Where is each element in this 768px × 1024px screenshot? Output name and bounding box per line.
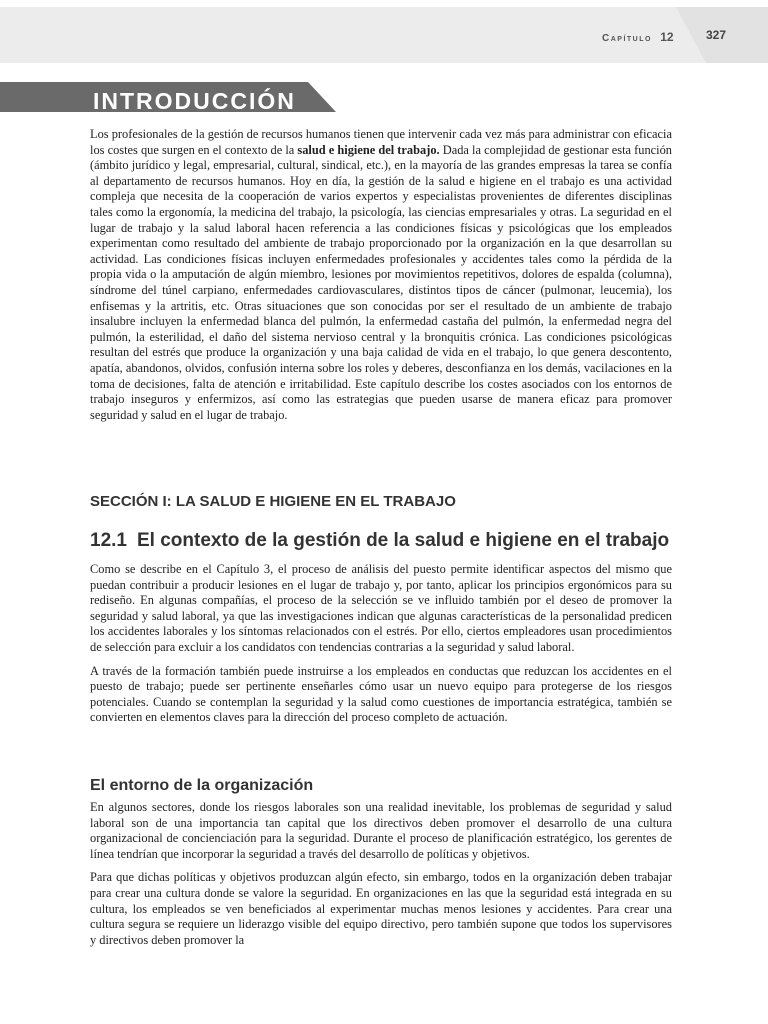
subsection-paragraph-2: A través de la formación también puede instruirse a los empleados en conductas que reduzcan los accidentes en el puesto de trabajo; puede ser pertinente enseñarles cómo usar un nuevo equipo para protegerse de los riesgos potenciales. Cuando se contemplan la seguridad y la salud como cuestiones de importancia estratégica, también se convierten en elementos claves para la dirección del proceso completo de actuación. [90, 663, 672, 725]
intro-p1-end: Dada la complejidad de gestionar esta función (ámbito jurídico y legal, empresarial, cultural, sindical, etc.), en la mayoría de las grandes empresas la tarea se confía al departamento de recursos humanos. Hoy en día, la gestión de la salud e higiene en el trabajo es una actividad compleja que necesita de la cooperación de varios expertos y especialistas provenientes de diferentes disciplinas tales como la ergonomía, la medicina del trabajo, la psicología, las ciencias empresariales y otras. La seguridad en el lugar de trabajo y la salud laboral hacen referencia a las condiciones físicas y psicológicas que los empleados experimentan como resultado del ambiente de trabajo proporcionado por la organización en la que desarrollan su actividad. Las condiciones físicas incluyen enfermedades profesionales y accidentes tales como la pérdida de la propia vida o la amputación de algún miembro, lesiones por movimientos repetitivos, dolores de espalda (columna), síndrome del túnel carpiano, enfermedades cardiovasculares, distintos tipos de cáncer (pulmonar, leucemia), los enfisemas y la artritis, etc. Otras situaciones que son conocidas por ser el resultado de un ambiente de trabajo insalubre incluyen la enfermedad blanca del pulmón, la enfermedad castaña del pulmón, la enfermedad negra del pulmón, la esterilidad, el daño del sistema nervioso central y la bronquitis crónica. Las condiciones psicológicas resultan del estrés que produce la organización y una baja calidad de vida en el trabajo, lo que genera descontento, apatía, abandonos, olvidos, confusión interna sobre los roles y deberes, desconfianza en los demás, vacilaciones en la toma de decisiones, falta de atención e irritabilidad. Este capítulo describe los costes asociados con los entornos de trabajo inseguros y enfermizos, así como las estrategias que pueden usarse de manera eficaz para promover seguridad y salud en el lugar de trabajo. [90, 142, 672, 422]
entorno-title: El entorno de la organización [90, 777, 314, 794]
entorno-paragraph-1: En algunos sectores, donde los riesgos laborales son una realidad inevitable, los problemas de seguridad y salud laboral son de una importancia tan capital que los directivos deben promover el desarrollo de una cultura organizacional de concienciación para la seguridad. Durante el proceso de planificación estratégico, los gerentes de línea tendrían que incorporar la seguridad a través del desarrollo de políticas y objetivos. [90, 800, 672, 861]
subsection-paragraph-1: Como se describe en el Capítulo 3, el proceso de análisis del puesto permite identificar aspectos del mismo que puedan contribuir a producir lesiones en el lugar de trabajo y, por tanto, aplicar los principios ergonómicos para su rediseño. En algunas compañías, el proceso de la selección se ve influido también por el deseo de promover la seguridad y salud laboral, ya que las investigaciones indican que algunas características de la personalidad predicen los accidentes laborales y los síntomas relacionados con el estrés. Por ello, ciertos empleadores usan procedimientos de selección para excluir a los candidatos con tendencias contrarias a la seguridad y salud laboral. [90, 562, 672, 654]
intro-p1-bold: salud e higiene del trabajo. [297, 142, 440, 157]
chapter-label: Capítulo [602, 33, 652, 44]
page-number: 327 [706, 28, 727, 42]
intro-p1-start: Los profesionales de la gestión de recursos humanos tienen que intervenir cada vez más para administrar con eficacia los costes que surgen en el contexto de la [90, 127, 672, 157]
intro-title: INTRODUCCIÓN [93, 88, 296, 114]
running-head [602, 30, 674, 44]
entorno-text [90, 800, 672, 948]
intro-paragraph [90, 127, 672, 423]
section-title: SECCIÓN I: LA SALUD E HIGIENE EN EL TRABAJO [90, 493, 456, 510]
subsection-heading: El contexto de la gestión de la salud e higiene en el trabajo [136, 530, 670, 551]
subsection-text [90, 562, 672, 726]
subsection-title [90, 530, 669, 552]
header-tab [0, 7, 706, 63]
intro-text [90, 127, 672, 423]
subsection-number: 12.1 [90, 530, 127, 551]
chapter-number: 12 [660, 30, 674, 44]
entorno-paragraph-2: Para que dichas políticas y objetivos produzcan algún efecto, sin embargo, todos en la organización deben trabajar para crear una cultura donde se valore la seguridad. En organizaciones en las que la seguridad está integrada en su cultura, los empleados se ven beneficiados al experimentar muchas menos lesiones y accidentes. Para crear una cultura segura se requiere un liderazgo visible del equipo directivo, pero también supone que todos los supervisores y directivos deben promover la [90, 870, 672, 947]
